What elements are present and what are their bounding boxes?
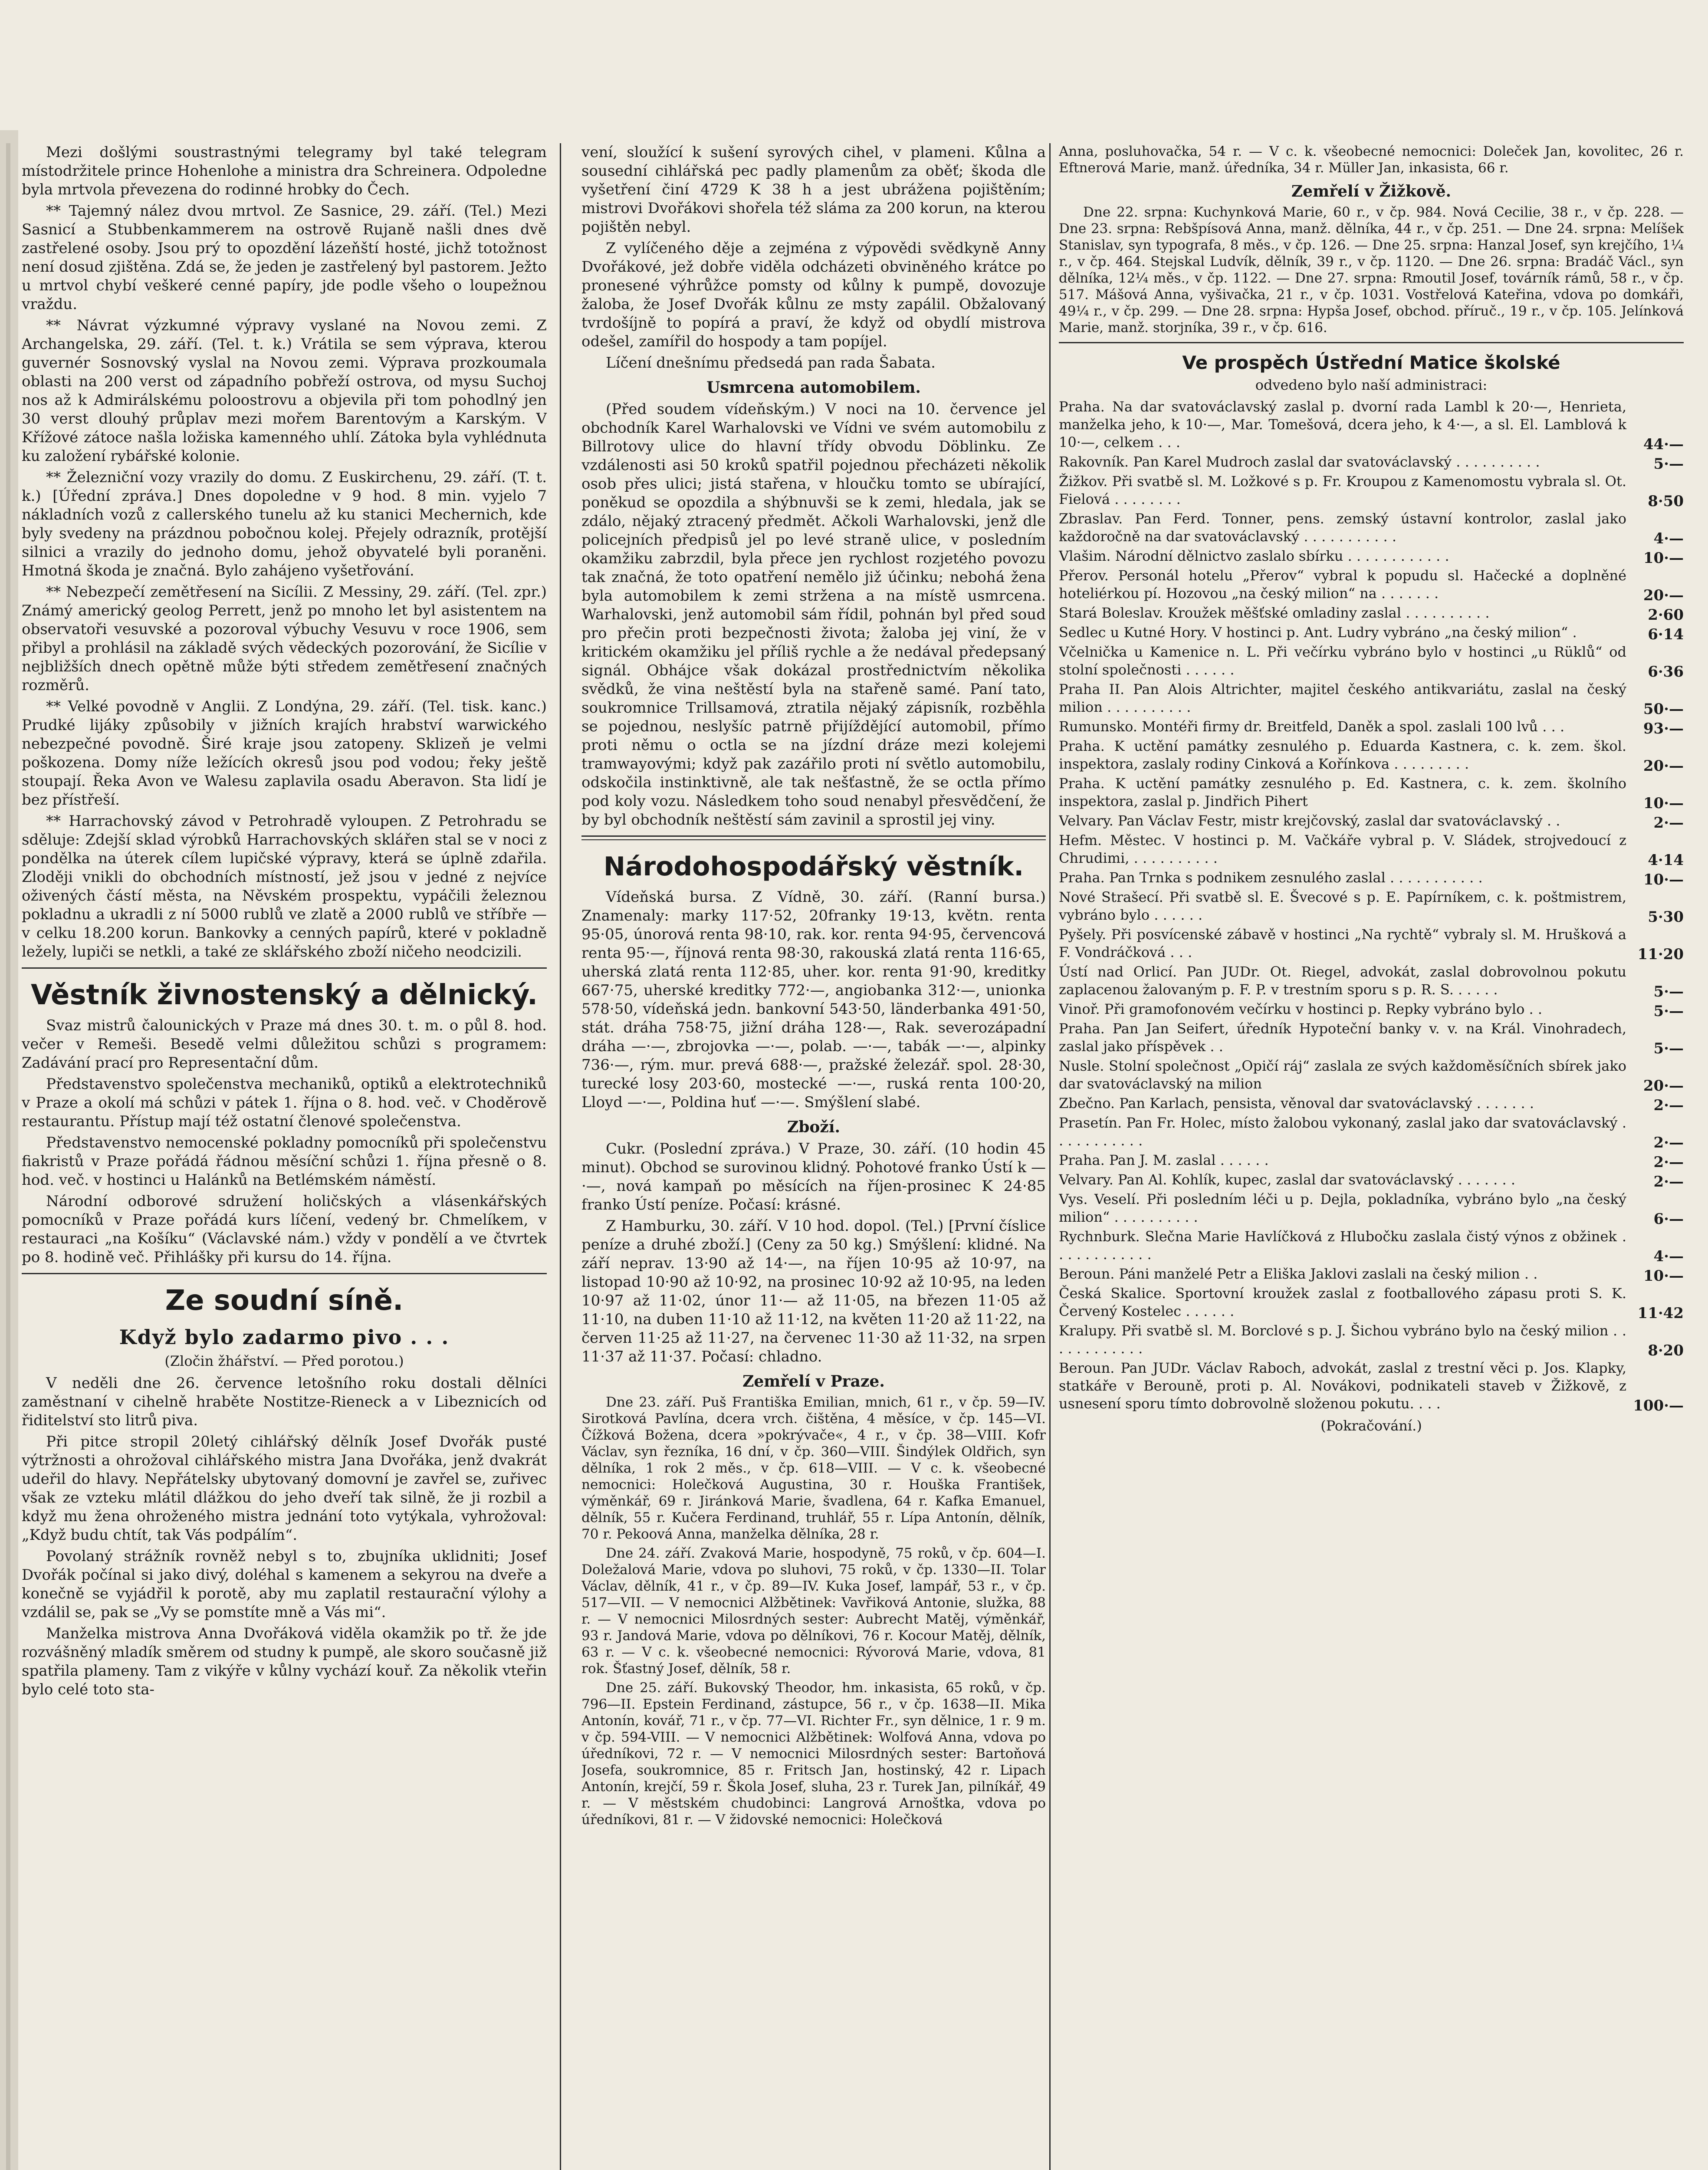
court-paragraph: Povolaný strážník rovněž nebyl s to, zbujníka uklidniti; Josef Dvořák počínal si jako divý, doléhal s kamenem a sekyrou na dveře a konečně se vyjádřil k porotě, aby mu zaplatil restaurační výlohy a vzdálil se, pak se „Vy se pomstíte mně a Vás mi“. (22, 1548, 547, 1621)
donation-row (1059, 453, 1684, 473)
donation-amount: 5·— (1653, 1040, 1684, 1057)
donation-row (1059, 473, 1684, 510)
goods-paragraph: Z Hamburku, 30. září. V 10 hod. dopol. (Tel.) [První číslice peníze a druhé zboží.] (Ceny za 50 kg.) Smýšlení: klidné. Na září neprav. 13·90 až 14·—, na říjen 10·95 až 10·97, na listopad 10·90 až 10·92, na prosinec 10·92 až 10·95, na leden 10·97 až 11·02, únor 11·— až 11·05, na březen 11·05 až 11·10, na duben 11·10 až 11·12, na květen 11·20 až 11·22, na červen 11·25 až 11·27, na červenec 11·30 až 11·32, na srpen 11·37 až 11·37. Počasí: chladno. (581, 1217, 1046, 1365)
donation-row (1059, 869, 1684, 888)
donation-amount: 8·20 (1648, 1342, 1684, 1359)
donation-text: Praha. Pan J. M. zaslal . . . . . . (1059, 1152, 1269, 1168)
donation-text: Praha. K uctění památky zesnulého p. Ed. Kastnera, c. k. zem. školního inspektora, zaslal p. Jindřich Pihert (1059, 775, 1626, 809)
divider (22, 1273, 547, 1274)
donation-row (1059, 1285, 1684, 1322)
donation-text: Česká Skalice. Sportovní kroužek zaslal z footballového zápasu proti S. K. Červený Kostelec . . . . . . (1059, 1285, 1626, 1319)
donation-text: Vlašim. Národní dělnictvo zaslalo sbírku . . . . . . . . . . . . (1059, 548, 1449, 564)
donation-amount: 10·— (1643, 549, 1684, 567)
deaths-paragraph: Dne 25. září. Bukovský Theodor, hm. inkasista, 65 roků, v čp. 796—II. Epstein Ferdinand, zástupce, 56 r., v čp. 1638—II. Mika Antonín, kovář, 71 r., v čp. 77—VI. Richter Fr., syn dělnice, 1 r. 9 m. v čp. 594-VIII. — V nemocnici Alžbětinek: Wolfová Anna, vdova po úředníkovi, 72 r. — V nemocnici Milosrdných sester: Bartoňová Josefa, soukromnice, 85 r. Fritsch Jan, hostinský, 42 r. Lipach Antonín, krejčí, 59 r. Škola Josef, sluha, 23 r. Turek Jan, pilníkář, 49 r. — V městském chudobinci: Langrová Arnoštka, vdova po úředníkovi, 81 r. — V židovské nemocnici: Holečková (581, 1680, 1046, 1828)
zizkov-headline: Zemřelí v Žižkově. (1291, 182, 1452, 201)
donation-text: Velvary. Pan Al. Kohlík, kupec, zaslal dar svatováclavský . . . . . . . (1059, 1171, 1515, 1188)
news-paragraph: ** Návrat výzkumné výpravy vyslané na Novou zemi. Z Archangelska, 29. září. (Tel. t. k.) Vrátila se sem výprava, kterou guvernér Sosnovský vyslal na Novou zemi. Výprava prozkoumala oblasti na 200 verst od západního pobřeží ostrova, od mysu Suchoj nos až k Admirálskému poloostrovu a objevila při tom pohodlný jen 30 verst dlouhý průplav mezi mořem Barentovým a Karským. V Křížové zátoce našla ložiska kamenného uhlí. Zátoka byla vyhlédnuta ku založení rybářské kolonie. (22, 317, 547, 465)
court-continuation: Z vylíčeného děje a zejména z výpovědi svědkyně Anny Dvořákové, jež dobře viděla odcházeti obviněného krátce po pronesené výhrůžce pomsty od kůlny k pumpě, dovozuje žaloba, že Josef Dvořák kůlnu ze msty zapálil. Obžalovaný tvrdošíjně to popírá a praví, že když od obydlí mistrova odešel, zamířil do hospody a tam popíjel. (581, 240, 1046, 350)
zizkov-paragraph: Dne 22. srpna: Kuchynková Marie, 60 r., v čp. 984. Nová Cecilie, 38 r., v čp. 228. — Dne 23. srpna: Rebšpísová Anna, manž. dělníka, 44 r., v čp. 251. — Dne 24. srpna: Melíšek Stanislav, syn typografa, 8 měs., v čp. 126. — Dne 25. srpna: Hanzal Josef, syn krejčího, 1¼ r., v čp. 464. Stejskal Ludvík, dělník, 39 r., v čp. 1120. — Dne 26. srpna: Bradáč Václ., syn dělníka, 12¼ měs., v čp. 1122. — Dne 27. srpna: Rmoutil Josef, továrník rámů, 58 r., v čp. 517. Mášová Anna, vyšivačka, 21 r., v čp. 1031. Vostřelová Kateřina, vdova po domkáři, 49¼ r., v čp. 299. — Dne 28. srpna: Hypša Josef, obchod. příruč., 19 r., v čp. 105. Jelínková Marie, manž. storjníka, 39 r., v čp. 616. (1059, 204, 1684, 335)
divider (22, 967, 547, 969)
donation-row (1059, 567, 1684, 604)
donation-text: Sedlec u Kutné Hory. V hostinci p. Ant. Ludry vybráno „na český milion“ . (1059, 624, 1577, 641)
donation-text: Kralupy. Při svatbě sl. M. Borclové s p. J. Šichou vybráno bylo na český milion . . . . . . . . . . . . (1059, 1322, 1626, 1357)
donation-row (1059, 718, 1684, 737)
column-3 (1059, 143, 1684, 2170)
deaths-continuation-text: Anna, posluhovačka, 54 r. — V c. k. všeobecné nemocnici: Doleček Jan, kovolitec, 26 r. Eftnerová Marie, manž. úředníka, 34 r. Müller Jan, inkasista, 66 r. (1059, 144, 1684, 176)
donation-amount: 11·42 (1637, 1305, 1684, 1322)
auto-paragraph: (Před soudem vídeňským.) V noci na 10. července jel obchodník Karel Warhalovski ve Vídni ve svém automobilu z Billrotovy ulice do hlavní třídy obvodu Döblinku. Ze vzdálenosti asi 50 kroků spatřil pojednou přecházeti několik osob přes ulici; jistá stařena, v hloučku tomto se ubírající, poněkud se opozdila a shýbnuvši se k zemi, hledala, jak se zdálo, nějaký ztracený předmět. Ačkoli Warhalovski, jenž dle policejních předpisů jel po levé straně ulice, v posledním okamžiku zabrzdil, byla přece jen rychlost rozjetého povozu tak značná, že toto opatření nemělo již účinku; nebohá žena byla automobilem k zemi stržena a na místě usmrcena. Warhalovski, jenž automobil sám řídil, pohnán byl před soud pro přečin proti bezpečnosti života; žaloba jej viní, že v kritickém okamžiku jel příliš rychle a že nedával předepsaný signál. Obhájce však dokázal prostřednictvím několika svědků, že vina neštěstí byla na stařeně samé. Paní tato, soukromnice Trillsamová, ztratila nějaký zápisník, rozběhla se pojednou, neslyšíc patrně přijíždějící automobil, přímo proti němu o octla se na jízdní dráze mezi kolejemi tramwayovými; když pak zazářilo proti ní světlo automobilu, odskočila instinktivně, ale tak nešťastně, že se octla přímo pod koly vozu. Následkem toho soud nenabyl přesvědčení, že by byl obchodník neštěstí sám zavinil a sprostil jej viny. (581, 401, 1046, 829)
donation-amount: 6·14 (1648, 626, 1684, 643)
donation-text: Beroun. Páni manželé Petr a Eliška Jaklovi zaslali na český milion . . (1059, 1266, 1538, 1282)
donation-text: Ústí nad Orlicí. Pan JUDr. Ot. Riegel, advokát, zaslal dobrovolnou pokutu zaplacenou žalovaným p. F. P. v trestním sporu s p. R. S. . . . . . (1059, 963, 1626, 998)
column-rule (560, 143, 561, 2170)
donation-amount: 11·20 (1637, 946, 1684, 963)
binding-shadow (6, 143, 10, 2170)
donation-list (1059, 398, 1684, 1414)
news-paragraph: ** Železniční vozy vrazily do domu. Z Euskirchenu, 29. září. (T. t. k.) [Úřední zpráva.] Dnes dopoledne v 9 hod. 8 min. vyjelo 7 nákladních vozů z callerského tunelu až ku stanici Mechernich, kde byly svedeny na prázdnou pobočnou kolej. Přejely odrazník, protější silnici a vrazily do jednoho domu, jehož obyvatelé byli poraněni. Hmotná škoda je značná. Bylo zahájeno vyšetřování. (22, 469, 547, 579)
donation-text: Stará Boleslav. Kroužek měšťské omladiny zaslal . . . . . . . . . . (1059, 605, 1490, 621)
donation-text: Zbraslav. Pan Ferd. Tonner, pens. zemský ústavní kontrolor, zaslal jako každoročně na dar svatováclavský . . . . . . . . . . . (1059, 510, 1626, 545)
auto-headline: Usmrcena automobilem. (706, 378, 921, 397)
continued-note: (Pokračování.) (1320, 1417, 1422, 1434)
donation-text: Rumunsko. Montéři firmy dr. Breitfeld, Daněk a spol. zaslali 100 lvů . . . (1059, 718, 1565, 735)
donation-text: Velvary. Pan Václav Festr, mistr krejčovský, zaslal dar svatováclavský . . (1059, 812, 1560, 829)
trade-paragraph: Národní odborové sdružení holičských a vlásenkářských pomocníků v Praze pořádá kurs líčení, vedený br. Chmelíkem, v restauraci „na Košíku“ (Václavské nám.) vždy v pondělí a ve čtvrtek po 8. hodině več. Přihlášky při kursu do 14. října. (22, 1193, 547, 1266)
donation-row (1059, 1265, 1684, 1285)
trade-paragraph: Představenstvo nemocenské pokladny pomocníků při společenstvu fiakristů v Praze pořádá řádnou měsíční schůzi 1. října přesně o 8. hod. več. v hostinci u Halánků na Betlémském náměstí. (22, 1134, 547, 1189)
donation-row (1059, 1114, 1684, 1151)
donation-amount: 6·— (1653, 1210, 1684, 1228)
donation-row (1059, 624, 1684, 643)
donation-text: Praha. Pan Trnka s podnikem zesnulého zaslal . . . . . . . . . . . (1059, 869, 1483, 886)
donation-amount: 2·— (1653, 814, 1684, 832)
deaths-list (581, 1394, 1046, 1828)
donation-text: Prasetín. Pan Fr. Holec, místo žalobou vykonaný, zaslal jako dar svatováclavský . . . . . . . . . . . (1059, 1115, 1626, 1149)
donation-text: Praha. Pan Jan Seifert, úředník Hypoteční banky v. v. na Král. Vinohradech, zaslal jako příspěvek . . (1059, 1020, 1626, 1055)
divider (1059, 342, 1684, 343)
divider (581, 835, 1046, 840)
donation-text: Praha. Na dar svatováclavský zaslal p. dvorní rada Lambl k 20·—, Henrieta, manželka jeho, k 10·—, Mar. Tomešová, dcera jeho, k 4·—, a sl. El. Lamblová k 10·—, celkem . . . (1059, 398, 1626, 450)
donation-text: Pyšely. Při posvícenské zábavě v hostinci „Na rychtě“ vybraly sl. M. Hrušková a F. Vondráčková . . . (1059, 926, 1626, 960)
news-items (22, 143, 547, 961)
donation-text: Praha II. Pan Alois Altrichter, majitel českého antikvariátu, zaslal na český milion . . . . . . . . . . (1059, 681, 1626, 715)
donation-text: Přerov. Personál hotelu „Přerov“ vybral k popudu sl. Hačecké a doplněné hoteliérkou pí. Hozovou „na český milion“ na . . . . . . . (1059, 567, 1626, 602)
donation-row (1059, 1057, 1684, 1095)
donation-amount: 20·— (1643, 587, 1684, 604)
donation-row (1059, 643, 1684, 681)
section-title-court: Ze soudní síně. (165, 1285, 404, 1317)
donation-amount: 20·— (1643, 1077, 1684, 1095)
donation-amount: 100·— (1633, 1397, 1684, 1414)
donation-row (1059, 547, 1684, 567)
court-continuation: vení, sloužící k sušení syrových cihel, v plameni. Kůlna a sousední cihlářská pec padly plamenům za oběť; škoda dle vyšetření činí 4729 K 38 h a jest ubrážena pojištěním; mistrovi Dvořákovi shořela též sláma za 200 korun, na kterou pojištěn nebyl. (581, 144, 1046, 236)
deaths-paragraph: Dne 23. září. Puš Františka Emilian, mnich, 61 r., v čp. 59—IV. Sirotková Pavlína, dcera vrch. čištěna, 4 měsíce, v čp. 145—VI. Čížková Božena, dcera »pokrývače«, 4 r., v čp. 38—VIII. Kofr Václav, syn řezníka, 16 dní, v čp. 360—VIII. Šindýlek Oldřich, syn dělníka, 1 rok 2 měs., v čp. 618—VIII. — V c. k. všeobecné nemocnici: Holečková Augustina, 30 r. Houška František, výměnkář, 69 r. Jiránková Marie, švadlena, 64 r. Kafka Emanuel, dělník, 55 r. Kučera Ferdinand, truhlář, 55 r. Lípa Antonín, dělník, 70 r. Pekoová Anna, manželka dělníka, 28 r. (581, 1394, 1046, 1542)
donation-amount: 8·50 (1648, 493, 1684, 510)
donation-text: Praha. K uctění památky zesnulého p. Eduarda Kastnera, c. k. zem. škol. inspektora, zaslaly rodiny Cinková a Kořínkova . . . . . . . . . (1059, 738, 1626, 772)
donation-amount: 2·— (1653, 1134, 1684, 1151)
donation-text: Beroun. Pan JUDr. Václav Raboch, advokát, zaslal z trestní věci p. Jos. Klapky, statkáře v Berouně, proti p. Al. Novákovi, podnikateli staveb v Žižkově, z usnesení sporu tímto dobrovolně složenou pokutu. . . . (1059, 1360, 1626, 1412)
court-headline: Když bylo zadarmo pivo . . . (119, 1325, 450, 1349)
deaths-headline: Zemřelí v Praze. (742, 1372, 885, 1391)
donation-row (1059, 398, 1684, 453)
donation-text: Žižkov. Při svatbě sl. M. Ložkové s p. Fr. Kroupou z Kamenomostu vybrala sl. Ot. Fielová . . . . . . . . (1059, 473, 1626, 507)
donation-amount: 4·— (1653, 530, 1684, 547)
column-1 (22, 143, 547, 2170)
matice-headline: Ve prospěch Ústřední Matice školské (1182, 352, 1560, 373)
donation-row (1059, 1000, 1684, 1020)
news-paragraph: Mezi došlými soustrastnými telegramy byl také telegram místodržitele prince Hohenlohe a ministra dra Schreinera. Odpoledne byla mrtvola převezena do rodinné hrobky do Čech. (22, 144, 547, 198)
donation-amount: 4·14 (1648, 852, 1684, 869)
donation-row (1059, 1171, 1684, 1190)
econ-paragraph: Vídeňská bursa. Z Vídně, 30. září. (Ranní bursa.) Znamenaly: marky 117·52, 20franky 19·13, květn. renta 95·05, únorová renta 98·10, rak. kor. renta 94·95, červencová renta 95·—, říjnová renta 98·30, rakouská zlatá renta 116·65, uherská zlatá renta 112·85, uher. kor. renta 91·90, kreditky 667·75, uherské kreditky 772·—, angiobanka 312·—, unionka 578·50, vídeňská jedn. bankovní 543·50, länderbanka 491·50, stát. dráha 758·75, jižní dráha 128·—, Rak. severozápadní dráha —·—, zbrojovka —·—, polab. —·—, tabák —·—, alpinky 736·—, rým. mur. prevá 688·—, pražské železář. spol. 28·30, turecké losy 203·60, mostecké —·—, ruská renta 100·20, Lloyd —·—, Poldina huť —·—. Smýšlení slabé. (581, 888, 1046, 1111)
donation-row (1059, 1020, 1684, 1057)
court-items (22, 1374, 547, 1699)
trade-items (22, 1016, 547, 1267)
donation-row (1059, 1151, 1684, 1171)
donation-row (1059, 1190, 1684, 1228)
donation-amount: 4·— (1653, 1248, 1684, 1265)
donation-text: Hefm. Městec. V hostinci p. M. Vačkáře vybral p. V. Sládek, strojvedoucí z Chrudimi, . . . . . . . . . . (1059, 832, 1626, 866)
deaths-continuation (1059, 143, 1684, 176)
donation-text: Nové Strašecí. Při svatbě sl. E. Švecové s p. E. Papírníkem, c. k. poštmistrem, vybráno bylo . . . . . . (1059, 889, 1626, 923)
court-paragraph: Při pitce stropil 20letý cihlářský dělník Josef Dvořák pusté výtržnosti a ohrožoval cihlářského mistra Jana Dvořáka, jenž dvakrát udeřil do hlavy. Nepřátelsky ubytovaný domovní je zavřel se, zuřivec však ze vzteku mlátil dlážkou do jeho dveří tak silně, že ji rozbil a když mu žena ohroženého mistra jednání toto vytýkala, vyhrožoval: „Když budu chtít, tak Vás podpálím“. (22, 1433, 547, 1544)
donation-text: Rakovník. Pan Karel Mudroch zaslal dar svatováclavský . . . . . . . . . . (1059, 454, 1540, 470)
donation-row (1059, 1095, 1684, 1114)
donation-amount: 5·— (1653, 983, 1684, 1000)
donation-row (1059, 737, 1684, 775)
donation-text: Zbečno. Pan Karlach, pensista, věnoval dar svatováclavský . . . . . . . (1059, 1095, 1534, 1111)
donation-text: Rychnburk. Slečna Marie Havlíčková z Hlubočku zaslala čistý výnos z obžinek . . . . . . . . . . . . (1059, 1228, 1626, 1263)
donation-row (1059, 604, 1684, 624)
donation-amount: 5·— (1653, 1003, 1684, 1020)
donation-amount: 93·— (1643, 720, 1684, 737)
donation-amount: 2·— (1653, 1173, 1684, 1190)
donation-row (1059, 1359, 1684, 1414)
donation-amount: 2·— (1653, 1097, 1684, 1114)
deaths-paragraph: Dne 24. září. Zvaková Marie, hospodyně, 75 roků, v čp. 604—I. Doležalová Marie, vdova po sluhovi, 75 roků, v čp. 1330—II. Tolar Václav, dělník, 41 r., v čp. 89—IV. Kuka Josef, lampář, 53 r., v čp. 517—VII. — V nemocnici Alžbětinek: Vavřiková Antonie, služka, 88 r. — V nemocnici Milosrdných sester: Aubrecht Matěj, výměnkář, 93 r. Jandová Marie, vdova po dělníkovi, 76 r. Kocour Matěj, dělník, 63 r. — V c. k. všeobecné nemocnici: Rývorová Marie, vdova, 81 rok. Šťastný Josef, dělník, 58 r. (581, 1545, 1046, 1677)
donation-row (1059, 1322, 1684, 1359)
donation-text: Vys. Veselí. Při posledním léči u p. Dejla, pokladníka, vybráno bylo „na český milion“ . . . . . . . . . . (1059, 1191, 1626, 1225)
donation-text: Včelnička u Kamenice n. L. Při večírku vybráno bylo v hostinci „u Rüklů“ od stolní společnosti . . . . . . (1059, 644, 1626, 678)
donation-amount: 10·— (1643, 795, 1684, 812)
news-paragraph: ** Velké povodně v Anglii. Z Londýna, 29. září. (Tel. tisk. kanc.) Prudké lijáky způsobily v jižních krajích hrabství warwického nebezpečné povodně. Širé kraje jsou zatopeny. Sklizeň je velmi poškozena. Domy níže ležících okresů jsou pod vodou; řeky ještě stoupají. Řeka Avon ve Walesu zaplavila osadu Aberavon. Sta lidí je bez přístřeší. (22, 698, 547, 809)
donation-row (1059, 681, 1684, 718)
news-paragraph: ** Tajemný nález dvou mrtvol. Ze Sasnice, 29. září. (Tel.) Mezi Sasnicí a Stubbenkammerem na ostrově Rujaně našli dnes dvě zastřelené osoby. Jsou prý to opozdění lázeňští hosté, jichž totožnost není dosud zjištěna. Zdá se, že jeden je zastřelený byl pastorem. Ježto u mrtvol chybí veškeré cenné papíry, jde podle všeho o loupežnou vraždu. (22, 202, 547, 313)
court-subtitle: (Zločin žhářství. — Před porotou.) (164, 1353, 404, 1369)
donation-row (1059, 812, 1684, 832)
donation-row (1059, 775, 1684, 812)
goods-headline: Zboží. (787, 1118, 841, 1136)
donation-amount: 6·36 (1648, 663, 1684, 681)
donation-amount: 2·— (1653, 1154, 1684, 1171)
donation-amount: 10·— (1643, 871, 1684, 888)
goods-paragraph: Cukr. (Poslední zpráva.) V Praze, 30. září. (10 hodin 45 minut). Obchod se surovinou klidný. Pohotové franko Ústí k —·—, nová kampaň po měsících na říjen-prosinec K 24·85 franko Ústí peníze. Počasí: krásné. (581, 1140, 1046, 1213)
donation-row (1059, 926, 1684, 963)
donation-amount: 5·— (1653, 455, 1684, 473)
trade-paragraph: Svaz mistrů čalounických v Praze má dnes 30. t. m. o půl 8. hod. večer v Remeši. Besedě velmi důležitou schůzi s programem: Zadávání prací pro Representační dům. (22, 1017, 547, 1072)
column-2 (581, 143, 1046, 2170)
donation-row (1059, 888, 1684, 926)
donation-row (1059, 963, 1684, 1000)
donation-row (1059, 832, 1684, 869)
donation-text: Vinoř. Při gramofonovém večírku v hostinci p. Repky vybráno bylo . . (1059, 1001, 1543, 1017)
section-title-economy: Národohospodářský věstník. (603, 852, 1024, 882)
court-paragraph: V neděli dne 26. července letošního roku dostali dělníci zaměstnaní v cihelně hraběte Nostitze-Rieneck a v Libeznicích od řiditelství sto litrů piva. (22, 1374, 547, 1429)
donation-amount: 20·— (1643, 757, 1684, 775)
column-rule (1049, 143, 1051, 2170)
donation-row (1059, 510, 1684, 547)
news-paragraph: ** Harrachovský závod v Petrohradě vyloupen. Z Petrohradu se sděluje: Zdejší sklad výrobků Harrachovských sklářen stal se v noci z pondělka na úterek cílem lupičské výpravy, která se úplně zdařila. Zloději vnikli do obchodních místností, jež jsou v jedné z nejvíce oživených částí města, na Něvském prospektu, vypáčili železnou pokladnu a ukradli z ní 5000 rublů ve zlatě a 2000 rublů ve stříbře — v celku 18.200 korun. Bankovky a cenných papírů, které v pokladně ležely, lupiči se netkli, a také ze sklářského zboží ničeho neodcizili. (22, 812, 547, 960)
court-chair: Líčení dnešnímu předsedá pan rada Šabata. (606, 354, 936, 372)
section-title-trade: Věstník živnostenský a dělnický. (31, 979, 538, 1011)
zizkov-list (1059, 204, 1684, 336)
court-paragraph: Manželka mistrova Anna Dvořáková viděla okamžik po tř. že jde rozvášněný mladík směrem od studny k pumpě, ale skoro současně již spatřila plameny. Tam z vikýře v kůlny vychází kouř. Za několik vteřin bylo celé toto sta- (22, 1625, 547, 1698)
donation-amount: 10·— (1643, 1267, 1684, 1285)
donation-row (1059, 1228, 1684, 1265)
news-paragraph: ** Nebezpečí zemětřesení na Sicílii. Z Messiny, 29. září. (Tel. zpr.) Známý americký geolog Perrett, jenž po mnoho let byl asistentem na observatoři vesuvské a pozoroval výbuchy Vesuvu v roce 1906, sem přibyl a prohlásil na základě svých vědeckých pozorování, že Sicílie v nejbližších dnech opětně může býti středem zemětřesení značných rozměrů. (22, 583, 547, 694)
matice-subtitle: odvedeno bylo naší administraci: (1255, 377, 1488, 393)
donation-amount: 2·60 (1648, 606, 1684, 624)
donation-amount: 44·— (1643, 436, 1684, 453)
donation-text: Nusle. Stolní společnost „Opičí ráj“ zaslala ze svých každoměsíčních sbírek jako dar svatováclavský na milion (1059, 1058, 1626, 1092)
donation-amount: 50·— (1643, 700, 1684, 718)
trade-paragraph: Představenstvo společenstva mechaniků, optiků a elektrotechniků v Praze a okolí má schůzi v pátek 1. října o 8. hod. več. v Choděrově restaurantu. Přístup mají též ostatní členové společenstva. (22, 1075, 547, 1130)
donation-amount: 5·30 (1648, 908, 1684, 926)
